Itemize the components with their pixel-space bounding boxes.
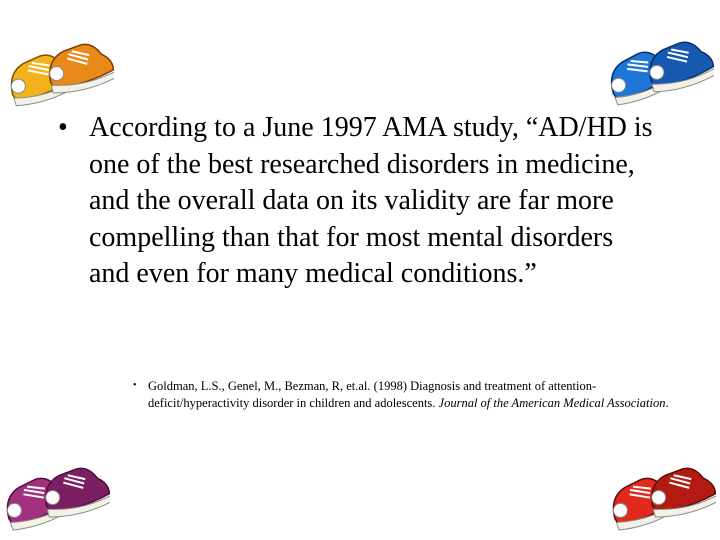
main-quote-bullet [58,110,658,293]
main-quote-text: According to a June 1997 AMA study, “AD/HD is one of the best researched disorders in medicine, and the overall data on its validity are far more compelling than that for most mental disorders and even for many medical conditions.” [89,112,653,289]
sneakers-icon [4,26,114,116]
reference-bullet-marker: • [133,380,137,391]
sneakers-icon [604,24,714,114]
reference-end: . [665,395,669,410]
reference-journal: Journal of the American Medical Association [438,395,666,410]
sneakers-icon [606,450,716,540]
sneakers-icon [0,450,110,540]
reference-citation: Goldman, L.S., Genel, M., Bezman, R, et.al. (1998) Diagnosis and treatment of attention-deficit/hyperactivity disorder in children and adolescents. [148,379,597,410]
bullet-marker: • [58,112,68,143]
reference-bullet [133,378,673,411]
reference-text [148,378,673,411]
